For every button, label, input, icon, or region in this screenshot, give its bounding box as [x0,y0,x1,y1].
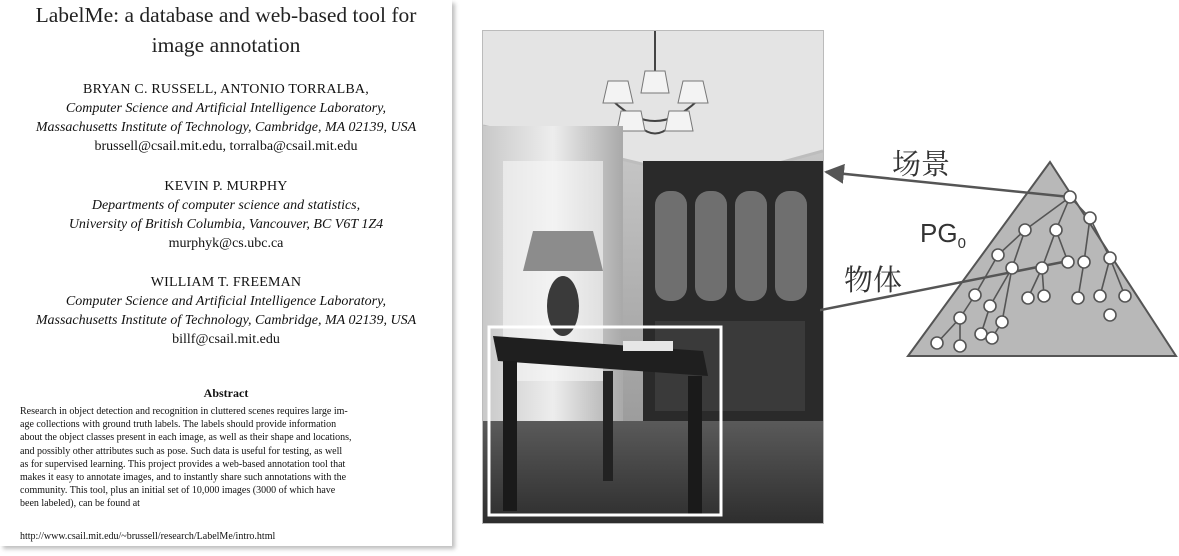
abstract-line: age collections with ground truth labels. The labels should provide information [20,419,337,431]
parse-graph-triangle [908,162,1176,356]
diagram-canvas [820,100,1179,400]
author-names: KEVIN P. MURPHY [164,179,288,194]
author-block-3 [0,273,452,349]
author-affiliation: Massachusetts Institute of Technology, Cambridge, MA 02139, USA [35,120,417,135]
author-affiliation: Computer Science and Artificial Intelligence Laboratory, [65,294,387,309]
author-affiliation: Massachusetts Institute of Technology, Cambridge, MA 02139, USA [35,313,417,328]
author-block-1 [0,80,452,156]
tree-node [1019,224,1031,236]
abstract-line: community. This tool, plus an initial set of 10,000 images (3000 of which have [20,485,336,497]
tree-node [1038,290,1050,302]
author-email: murphyk@cs.ubc.ca [168,236,284,251]
abstract-line: Research in object detection and recognition in cluttered scenes requires large im- [20,406,348,417]
tree-node [1062,256,1074,268]
author-affiliation: University of British Columbia, Vancouver, BC V6T 1Z4 [68,217,384,232]
tree-node [1006,262,1018,274]
abstract-heading: Abstract [203,386,249,400]
tree-node [931,337,943,349]
abstract-body [20,405,432,511]
abstract-line: and possibly other attributes such as pose. Such data is useful for testing, as well [20,445,343,457]
tree-node [1084,212,1096,224]
paper-title [0,0,452,60]
author-names: BRYAN C. RUSSELL, ANTONIO TORRALBA, [83,82,369,97]
pg0-label [920,218,966,252]
tree-node [1078,256,1090,268]
tree-node [954,340,966,352]
tree-node [1036,262,1048,274]
author-names: WILLIAM T. FREEMAN [150,275,302,290]
tree-node [1050,224,1062,236]
tree-node [1119,290,1131,302]
abstract-line: makes it easy to annotate images, and to instantly share such annotations with the [20,472,347,484]
scene-label: 场景 [892,147,951,181]
tree-node [996,316,1008,328]
tree-node [954,312,966,324]
abstract-line: about the object classes present in each image, as well as their shape and locations, [20,432,352,444]
tree-node [1072,292,1084,304]
abstract-line: been labeled), can be found at [20,498,140,510]
tree-node [1064,191,1076,203]
object-label: 物体 [844,263,903,297]
paper-title-line-1: LabelMe: a database and web-based tool for [35,3,417,27]
author-affiliation: Departments of computer science and statistics, [91,198,361,213]
tree-node [1104,252,1116,264]
tree-node [1104,309,1116,321]
tree-node [969,289,981,301]
tree-node [975,328,987,340]
author-block-2 [0,177,452,253]
parse-graph-diagram [820,100,1179,400]
abstract-line: as for supervised learning. This project provides a web-based annotation tool that [20,458,346,470]
paper-title-line-2: image annotation [151,33,301,57]
tree-node [984,300,996,312]
author-email: billf@csail.mit.edu [172,332,280,347]
tree-node [1022,292,1034,304]
tree-node [986,332,998,344]
bookcase [643,161,823,426]
tree-node [992,249,1004,261]
paper-page [0,0,452,546]
author-affiliation: Computer Science and Artificial Intelligence Laboratory, [65,101,387,116]
abstract-url[interactable]: http://www.csail.mit.edu/~brussell/research/LabelMe/intro.html [20,531,276,542]
study-room-image [483,31,823,523]
scene-photo [482,30,824,524]
author-email: brussell@csail.mit.edu, torralba@csail.mit.edu [94,139,358,154]
tree-node [1094,290,1106,302]
pg-label-subscript: 0 [957,235,966,253]
pg-label-text: PG [920,218,958,248]
